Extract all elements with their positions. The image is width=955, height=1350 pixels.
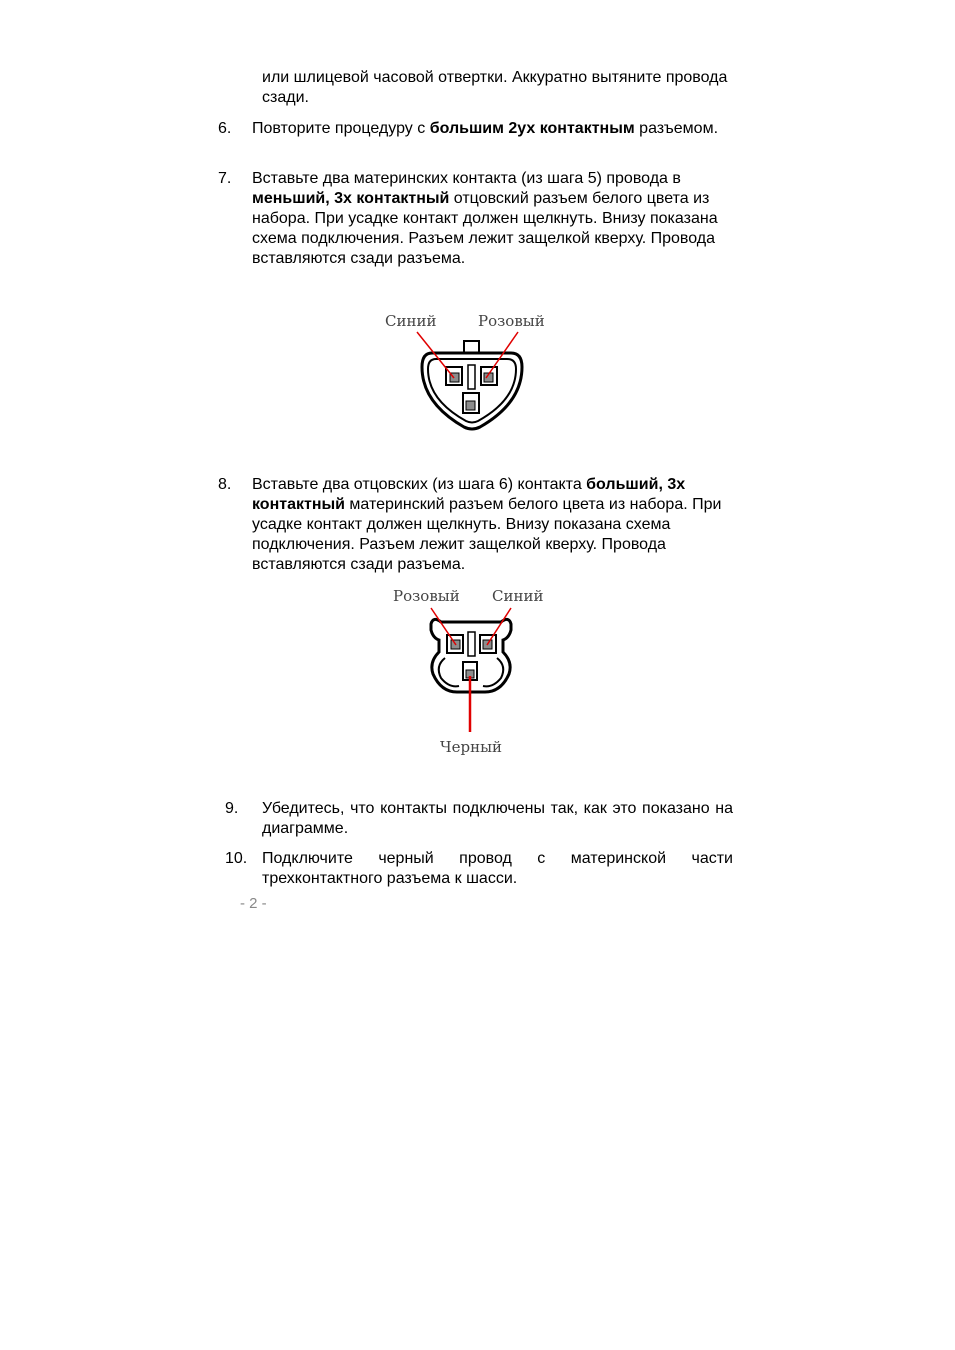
- pin-bottom: [463, 393, 479, 413]
- step-7-text-b: отцовский разъем белого цвета из набора. При усадке контакт должен щелкнуть. Внизу показана схема подключения. Разъем лежит защелкой кверху. Провода вставляются сзади разъема.: [252, 190, 718, 267]
- step-8-text: [252, 475, 754, 575]
- step-8-text-a: Вставьте два отцовских (из шага 6) контакта: [252, 476, 587, 493]
- connector-diagram-small: [380, 305, 570, 440]
- step-8-number: 8.: [218, 476, 232, 493]
- step-10-number: 10.: [225, 850, 248, 867]
- step-8-bold: больший, 3х контактный: [252, 476, 686, 513]
- step-6-text-b: разъемом.: [634, 120, 719, 137]
- diagram1-left-label: Синий: [385, 312, 437, 330]
- step-9-text: Убедитесь, что контакты подключены так, как это показано на диаграмме.: [262, 800, 733, 837]
- pin-top-right: [481, 367, 497, 385]
- step-6-number: 6.: [218, 120, 232, 137]
- pin-top-left: [446, 367, 462, 385]
- diagram2-right-label: Синий: [492, 587, 544, 605]
- continuation-text: или шлицевой часовой отвертки. Аккуратно вытяните провода сзади.: [262, 69, 728, 106]
- step-6-text-a: Повторите процедуру с: [252, 120, 430, 137]
- diagram2-left-label: Розовый: [393, 587, 460, 605]
- connector-diagram-large: [385, 582, 555, 757]
- diagram1-right-label: Розовый: [478, 312, 545, 330]
- connector-divider: [468, 365, 475, 389]
- step-7-text: [252, 169, 746, 269]
- step-9-number: 9.: [225, 800, 239, 817]
- step-8-text-b: материнский разъем белого цвета из набора. При усадке контакт должен щелкнуть. Внизу показана схема подключения. Разъем лежит защелкой кверху. Провода вставляются сзади разъема.: [252, 496, 722, 573]
- step-10-text: Подключите черный провод с материнской части трехконтактного разъема к шасси.: [262, 850, 733, 887]
- step-7-text-a: Вставьте два материнских контакта (из шага 5) провода в: [252, 170, 681, 187]
- step-6-text: [252, 119, 722, 139]
- diagram2-bottom-label: Черный: [440, 738, 503, 756]
- connector-divider-large: [468, 632, 475, 656]
- step-7-number: 7.: [218, 170, 232, 187]
- step-7-bold: меньший, 3х контактный: [252, 190, 450, 207]
- page-number: - 2 -: [240, 895, 267, 912]
- step-6-bold: большим 2ух контактным: [429, 120, 635, 137]
